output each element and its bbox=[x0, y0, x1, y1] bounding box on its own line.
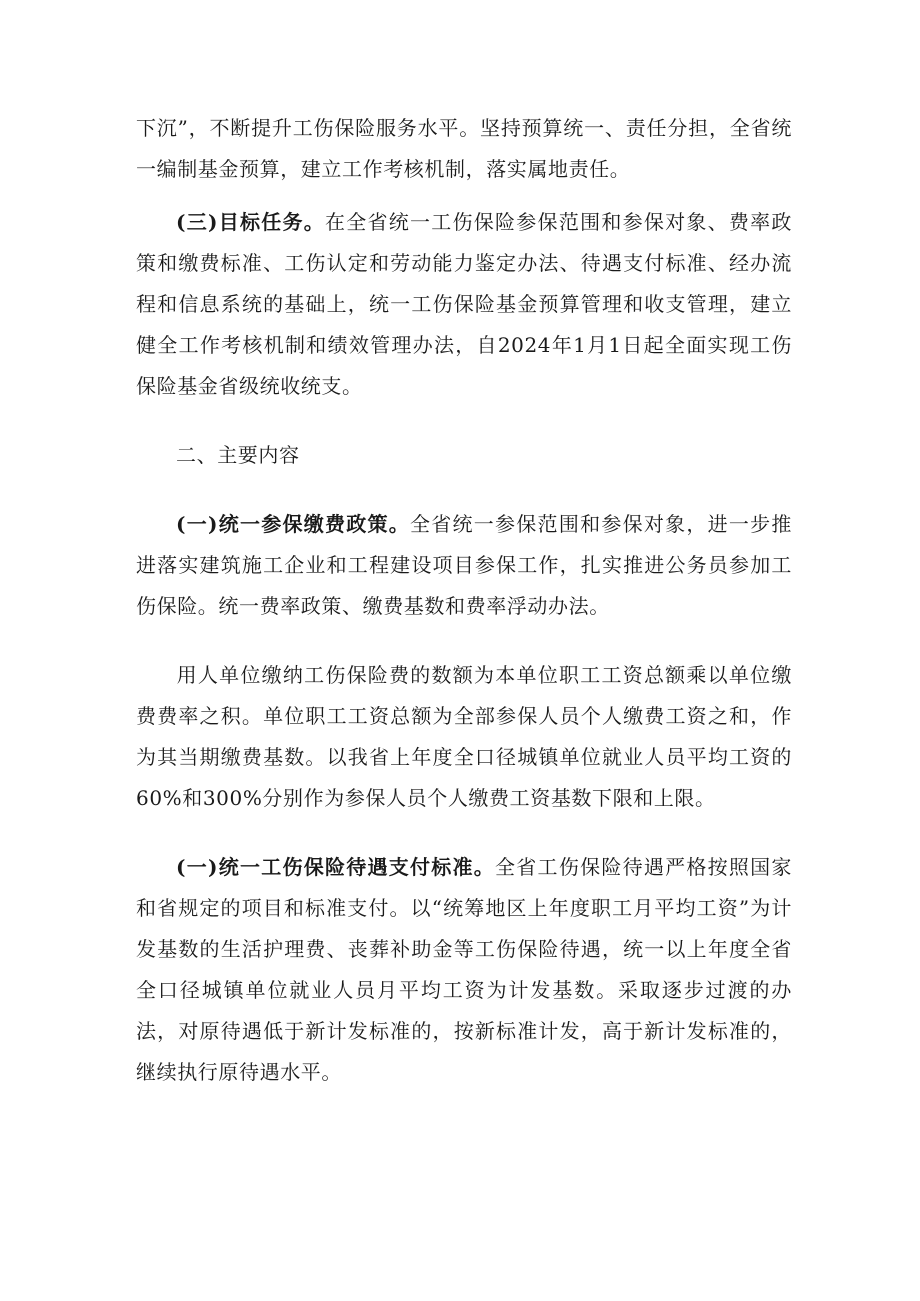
paragraph-1-text: 下沉”，不断提升工伤保险服务水平。坚持预算统一、责任分担，全省统一编制基金预算，建立工作考核机制，落实属地责任。 bbox=[136, 116, 792, 181]
paragraph-target-tasks bbox=[136, 202, 792, 407]
paragraph-target-tasks-heading: (三)目标任务。 bbox=[176, 210, 325, 234]
paragraph-target-tasks-text: 在全省统一工伤保险参保范围和参保对象、费率政策和缴费标准、工伤认定和劳动能力鉴定办法、待遇支付标准、经办流程和信息系统的基础上，统一工伤保险基金预算管理和收支管理，建立健全工作考核机制和绩效管理办法，自2024年1月1日起全面实现工伤保险基金省级统收统支。 bbox=[136, 210, 792, 398]
paragraph-benefit-standard bbox=[136, 847, 792, 1093]
paragraph-employer-contribution bbox=[136, 655, 792, 819]
paragraph-benefit-standard-text: 全省工伤保险待遇严格按照国家和省规定的项目和标准支付。以“统筹地区上年度职工月平均工资”为计发基数的生活护理费、丧葬补助金等工伤保险待遇，统一以上年度全省全口径城镇单位就业人员月平均工资为计发基数。采取逐步过渡的办法，对原待遇低于新计发标准的，按新标准计发，高于新计发标准的，继续执行原待遇水平。 bbox=[136, 855, 792, 1084]
section-heading-main-content bbox=[136, 435, 792, 476]
paragraph-employer-contribution-text: 用人单位缴纳工伤保险费的数额为本单位职工工资总额乘以单位缴费费率之积。单位职工工资总额为全部参保人员个人缴费工资之和，作为其当期缴费基数。以我省上年度全口径城镇单位就业人员平均工资的60%和300%分别作为参保人员个人缴费工资基数下限和上限。 bbox=[136, 663, 792, 810]
paragraph-contribution-policy-text: 全省统一参保范围和参保对象，进一步推进落实建筑施工企业和工程建设项目参保工作，扎实推进公务员参加工伤保险。统一费率政策、缴费基数和费率浮动办法。 bbox=[136, 512, 792, 618]
section-heading-text: 二、主要内容 bbox=[176, 443, 300, 467]
paragraph-1 bbox=[136, 108, 792, 190]
paragraph-contribution-policy-heading: (一)统一参保缴费政策。 bbox=[176, 512, 411, 536]
paragraph-benefit-standard-heading: (一)统一工伤保险待遇支付标准。 bbox=[176, 855, 496, 879]
paragraph-contribution-policy bbox=[136, 504, 792, 627]
